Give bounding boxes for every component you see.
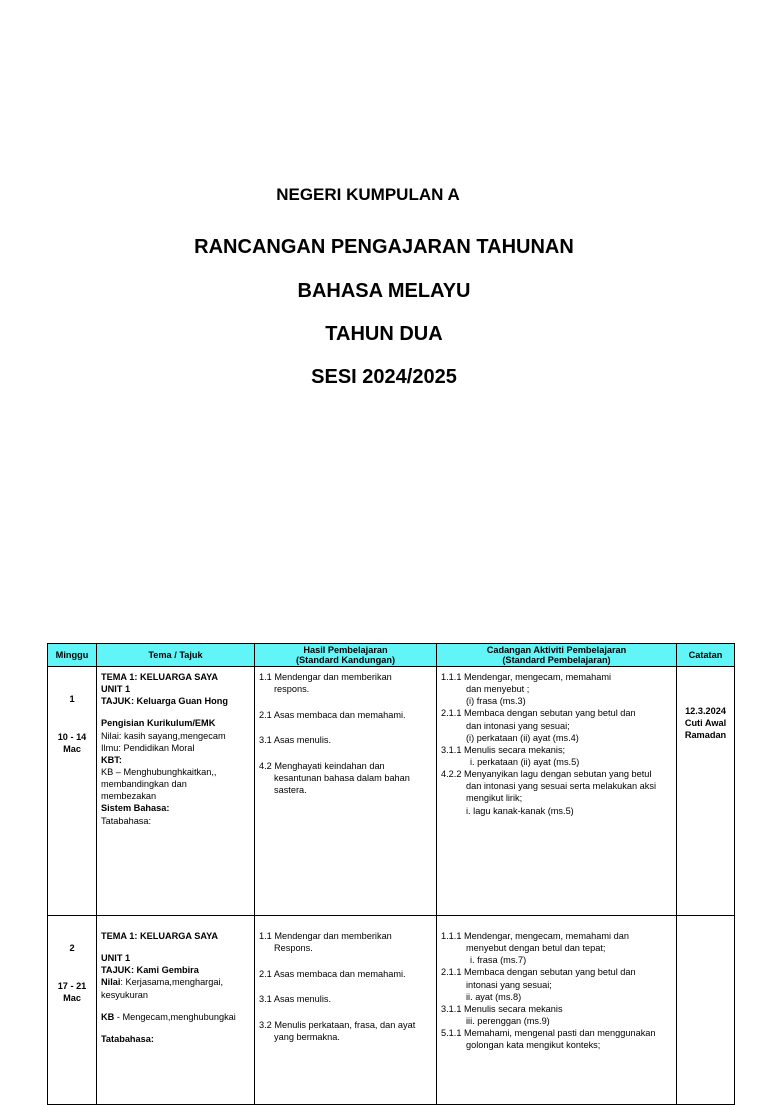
catatan-line: Ramadan	[684, 730, 727, 741]
tema-line: Nilai: kasih sayang,mengecam	[101, 730, 226, 741]
aktiviti-line: (i) frasa (ms.3)	[466, 696, 526, 707]
tema-line: TAJUK: Keluarga Guan Hong	[101, 696, 228, 707]
aktiviti-line: menyebut dengan betul dan tepat;	[466, 943, 606, 954]
catatan-date: 12.3.2024	[685, 706, 726, 716]
hasil-item	[259, 734, 434, 746]
week-cell	[48, 667, 97, 916]
aktiviti-cell	[437, 667, 677, 916]
hasil-item	[259, 760, 434, 796]
hasil-cell	[255, 667, 437, 916]
aktiviti-line: 3.1.1 Menulis secara mekanis	[441, 1003, 563, 1014]
header-aktiviti	[437, 644, 677, 667]
header-minggu: Minggu	[48, 644, 97, 667]
hasil-item	[259, 930, 434, 954]
hasil-line: Respons.	[274, 943, 313, 954]
tema-line: membandingkan dan	[101, 779, 187, 790]
hasil-line: 2.1 Asas membaca dan memahami.	[259, 968, 406, 979]
week-cell	[48, 916, 97, 1105]
week-month: Mac	[63, 993, 81, 1004]
aktiviti-line: i. lagu kanak-kanak (ms.5)	[466, 805, 574, 816]
header-hasil	[255, 644, 437, 667]
header-hasil-line1: Hasil Pembelajaran	[303, 644, 388, 655]
hasil-line: yang bermakna.	[274, 1032, 340, 1043]
header-aktiviti-line1: Cadangan Aktiviti Pembelajaran	[486, 644, 627, 655]
tema-line: UNIT 1	[101, 684, 131, 695]
hasil-line: 3.1 Asas menulis.	[259, 994, 332, 1005]
table-row	[48, 916, 735, 1105]
aktiviti-line: intonasi yang sesuai;	[466, 979, 552, 990]
aktiviti-line: dan intonasi yang sesuai serta melakukan aksi	[466, 781, 656, 792]
aktiviti-line: dan menyebut ;	[466, 684, 530, 695]
tema-line: Tatabahasa:	[101, 1033, 154, 1044]
header-aktiviti-line2: (Standard Pembelajaran)	[502, 655, 611, 665]
tema-line: KBT:	[101, 754, 122, 765]
aktiviti-line: 1.1.1 Mendengar, mengecam, memahami	[441, 672, 612, 682]
spacer	[101, 942, 251, 952]
tema-line: Sistem Bahasa:	[101, 803, 170, 814]
aktiviti-line: 2.1.1 Membaca dengan sebutan yang betul dan	[441, 708, 636, 719]
header-tema: Tema / Tajuk	[97, 644, 255, 667]
tema-line: Nilai: Kerjasama,menghargai,	[101, 977, 224, 988]
aktiviti-line: i. frasa (ms.7)	[470, 955, 527, 966]
hasil-cell	[255, 916, 437, 1105]
hasil-line: 1.1 Mendengar dan memberikan	[259, 672, 392, 682]
tema-line: UNIT 1	[101, 953, 131, 964]
week-number: 2	[69, 943, 75, 953]
tema-cell	[97, 667, 255, 916]
hasil-line: 3.2 Menulis perkataan, frasa, dan ayat	[259, 1020, 416, 1031]
hasil-line: 1.1 Mendengar dan memberikan	[259, 931, 392, 941]
tema-line: TAJUK: Kami Gembira	[101, 965, 199, 976]
hasil-line: respons.	[274, 684, 310, 695]
tema-line: membezakan	[101, 791, 157, 802]
title-year: TAHUN DUA	[325, 323, 443, 345]
catatan-cell	[677, 916, 735, 1105]
hasil-item	[259, 993, 434, 1005]
aktiviti-line: ii. ayat (ms.8)	[466, 991, 522, 1002]
tema-cell	[97, 916, 255, 1105]
hasil-item	[259, 671, 434, 695]
tema-line: KB - Mengecam,menghubungkai	[101, 1011, 236, 1022]
hasil-item	[259, 709, 434, 721]
aktiviti-cell	[437, 916, 677, 1105]
title-state-group: NEGERI KUMPULAN A	[276, 185, 460, 204]
header-hasil-line2: (Standard Kandungan)	[295, 655, 396, 665]
tema-line: TEMA 1: KELUARGA SAYA	[101, 672, 219, 682]
hasil-line: 3.1 Asas menulis.	[259, 735, 332, 746]
tema-line: KB – Menghubunghkaitkan,,	[101, 766, 217, 777]
table-row	[48, 667, 735, 916]
week-number: 1	[69, 694, 75, 704]
yearly-plan-table	[47, 643, 735, 1105]
header-catatan: Catatan	[677, 644, 735, 667]
table-header-row	[48, 644, 735, 667]
week-dates: 10 - 14	[57, 732, 87, 743]
hasil-line: 2.1 Asas membaca dan memahami.	[259, 709, 406, 720]
title-subject: BAHASA MELAYU	[297, 280, 471, 302]
title-plan: RANCANGAN PENGAJARAN TAHUNAN	[194, 236, 574, 258]
week-month: Mac	[63, 744, 81, 755]
aktiviti-line: dan intonasi yang sesuai;	[466, 720, 570, 731]
tema-line: TEMA 1: KELUARGA SAYA	[101, 931, 219, 941]
tema-line: kesyukuran	[101, 989, 148, 1000]
tema-line: Tatabahasa:	[101, 815, 152, 826]
aktiviti-line: golongan kata mengikut konteks;	[466, 1040, 601, 1051]
tema-line: Ilmu: Pendidikan Moral	[101, 742, 195, 753]
tema-line: Pengisian Kurikulum/EMK	[101, 718, 216, 729]
hasil-line: 4.2 Menghayati keindahan dan	[259, 761, 385, 772]
hasil-line: kesantunan bahasa dalam bahan	[274, 773, 410, 784]
hasil-line: sastera.	[274, 785, 307, 796]
aktiviti-line: 2.1.1 Membaca dengan sebutan yang betul dan	[441, 967, 636, 978]
week-dates: 17 - 21	[57, 981, 87, 992]
catatan-cell	[677, 667, 735, 916]
aktiviti-line: mengikut lirik;	[466, 793, 523, 804]
spacer	[101, 1023, 251, 1033]
spacer	[101, 707, 251, 717]
aktiviti-line: i. perkataan (ii) ayat (ms.5)	[470, 756, 580, 767]
aktiviti-line: 1.1.1 Mendengar, mengecam, memahami dan	[441, 931, 629, 941]
catatan-line: Cuti Awal	[684, 718, 727, 729]
aktiviti-line: 3.1.1 Menulis secara mekanis;	[441, 744, 566, 755]
aktiviti-line: iii. perenggan (ms.9)	[466, 1015, 550, 1026]
aktiviti-line: 5.1.1 Memahami, mengenal pasti dan menggunakan	[441, 1028, 656, 1039]
spacer	[101, 1001, 251, 1011]
aktiviti-line: 4.2.2 Menyanyikan lagu dengan sebutan yang betul	[441, 769, 652, 780]
hasil-item	[259, 968, 434, 980]
hasil-item	[259, 1019, 434, 1043]
aktiviti-line: (i) perkataan (ii) ayat (ms.4)	[466, 732, 579, 743]
title-session: SESI 2024/2025	[311, 366, 457, 388]
